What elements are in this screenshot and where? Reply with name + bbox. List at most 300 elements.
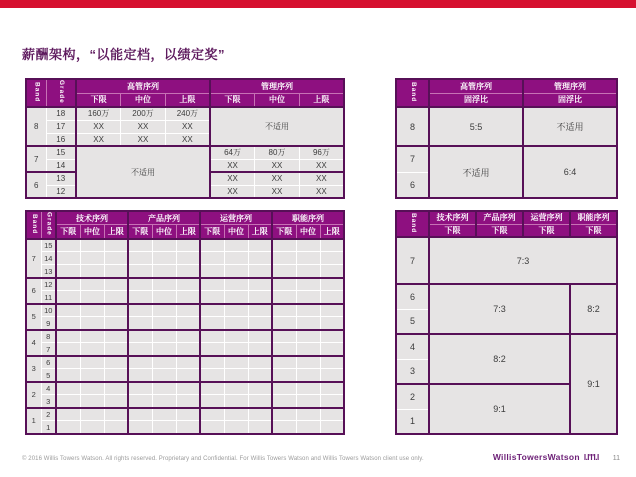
empty-cell (224, 382, 248, 395)
table-row (26, 330, 344, 343)
band-cell: 7 (26, 239, 41, 278)
empty-cell (296, 265, 320, 278)
grade-cell: 4 (41, 382, 56, 395)
column-header: 上限 (248, 225, 272, 239)
empty-cell (56, 265, 80, 278)
lower-left-subheader-row (26, 225, 344, 239)
band-cell: 1 (26, 408, 41, 434)
column-header: 下限 (200, 225, 224, 239)
ratio-cell: 8:2 (570, 284, 617, 334)
empty-cell (248, 252, 272, 265)
grade-cell: 8 (41, 330, 56, 343)
grade-cell: 16 (46, 133, 76, 146)
empty-cell (200, 317, 224, 330)
value-cell: XX (299, 159, 344, 172)
empty-cell (224, 356, 248, 369)
empty-cell (152, 382, 176, 395)
band-cell: 2 (26, 382, 41, 408)
column-header: 下限 (272, 225, 296, 239)
value-cell: XX (255, 172, 300, 185)
table-row (396, 107, 617, 146)
table-row (396, 146, 617, 172)
empty-cell (224, 291, 248, 304)
empty-cell (272, 265, 296, 278)
empty-cell (56, 395, 80, 408)
empty-cell (272, 317, 296, 330)
empty-cell (320, 356, 344, 369)
page-number: 11 (612, 455, 620, 462)
empty-cell (224, 278, 248, 291)
grade-cell: 15 (46, 146, 76, 159)
column-header: 中位 (255, 93, 300, 107)
empty-cell (56, 421, 80, 434)
empty-cell (248, 317, 272, 330)
empty-cell (176, 382, 200, 395)
grade-cell: 14 (41, 252, 56, 265)
empty-cell (200, 278, 224, 291)
grade-column-header: Grade (41, 211, 56, 239)
empty-cell (56, 252, 80, 265)
empty-cell (128, 330, 152, 343)
empty-cell (272, 291, 296, 304)
empty-cell (56, 343, 80, 356)
table-row (26, 291, 344, 304)
empty-cell (200, 304, 224, 317)
grade-cell: 12 (41, 278, 56, 291)
column-header: 下限 (429, 224, 476, 237)
mgmt-group-header: 管理序列 (210, 79, 344, 93)
empty-cell (56, 369, 80, 382)
empty-cell (152, 265, 176, 278)
empty-cell (224, 343, 248, 356)
not-applicable-cell: 不适用 (210, 107, 344, 146)
empty-cell (152, 291, 176, 304)
grade-cell: 13 (41, 265, 56, 278)
value-cell: XX (121, 120, 166, 133)
column-header: 下限 (76, 93, 121, 107)
empty-cell (176, 278, 200, 291)
empty-cell (200, 382, 224, 395)
empty-cell (272, 304, 296, 317)
tech-group-header: 技术序列 (429, 211, 476, 224)
empty-cell (296, 304, 320, 317)
empty-cell (56, 304, 80, 317)
empty-cell (200, 408, 224, 421)
table-row (26, 146, 344, 159)
empty-cell (128, 291, 152, 304)
table-row (26, 79, 344, 93)
column-header: 中位 (224, 225, 248, 239)
empty-cell (248, 265, 272, 278)
empty-cell (176, 369, 200, 382)
table-row (396, 284, 617, 309)
band-column-header: Band (396, 211, 429, 237)
band-cell: 7 (396, 237, 429, 284)
empty-cell (320, 291, 344, 304)
page-title: 薪酬架构，“以能定档，以绩定奖” (22, 47, 226, 62)
empty-cell (224, 408, 248, 421)
empty-cell (56, 408, 80, 421)
empty-cell (80, 239, 104, 252)
upper-left-salary-table (25, 78, 345, 199)
empty-cell (80, 395, 104, 408)
empty-cell (320, 330, 344, 343)
empty-cell (296, 356, 320, 369)
table-row (26, 252, 344, 265)
table-row (26, 421, 344, 434)
empty-cell (296, 252, 320, 265)
empty-cell (152, 356, 176, 369)
empty-cell (104, 278, 128, 291)
empty-cell (80, 317, 104, 330)
empty-cell (80, 265, 104, 278)
table-row (26, 356, 344, 369)
table-row (26, 278, 344, 291)
band-cell: 4 (396, 334, 429, 359)
band-cell: 6 (26, 278, 41, 304)
empty-cell (200, 395, 224, 408)
empty-cell (152, 330, 176, 343)
value-cell: XX (255, 159, 300, 172)
empty-cell (296, 408, 320, 421)
band-cell: 6 (396, 172, 429, 198)
function-group-header: 职能序列 (272, 211, 344, 225)
empty-cell (296, 369, 320, 382)
band-cell: 5 (26, 304, 41, 330)
top-accent-bar (0, 0, 636, 8)
empty-cell (104, 395, 128, 408)
empty-cell (104, 369, 128, 382)
table-row (396, 211, 617, 224)
empty-cell (56, 330, 80, 343)
empty-cell (272, 408, 296, 421)
empty-cell (248, 356, 272, 369)
table-row (396, 224, 617, 237)
empty-cell (320, 252, 344, 265)
value-cell: 200万 (121, 107, 166, 120)
empty-cell (224, 304, 248, 317)
band-cell: 6 (26, 172, 46, 198)
band-cell: 6 (396, 284, 429, 309)
grade-cell: 15 (41, 239, 56, 252)
empty-cell (296, 278, 320, 291)
empty-cell (272, 382, 296, 395)
empty-cell (152, 239, 176, 252)
ratio-cell: 7:3 (429, 237, 617, 284)
ratio-cell: 9:1 (429, 384, 570, 434)
value-cell: 80万 (255, 146, 300, 159)
empty-cell (80, 304, 104, 317)
value-cell: 96万 (299, 146, 344, 159)
empty-cell (104, 252, 128, 265)
wtw-logo-text: WillisTowersWatson (492, 452, 580, 462)
band-column-header: Band (26, 79, 46, 107)
empty-cell (200, 343, 224, 356)
empty-cell (104, 382, 128, 395)
operations-group-header: 运营序列 (200, 211, 272, 225)
mgmt-group-header: 管理序列 (523, 79, 617, 93)
empty-cell (128, 317, 152, 330)
ratio-cell: 5:5 (429, 107, 523, 146)
empty-cell (320, 265, 344, 278)
value-cell: XX (299, 185, 344, 198)
value-cell: 240万 (165, 107, 210, 120)
empty-cell (80, 356, 104, 369)
band-cell: 2 (396, 384, 429, 409)
empty-cell (152, 304, 176, 317)
empty-cell (176, 330, 200, 343)
grade-cell: 7 (41, 343, 56, 356)
empty-cell (248, 382, 272, 395)
empty-cell (56, 382, 80, 395)
value-cell: XX (210, 185, 255, 198)
band-column-header: Band (26, 211, 41, 239)
exec-group-header: 高管序列 (429, 79, 523, 93)
empty-cell (128, 369, 152, 382)
footer-brand (493, 452, 620, 462)
tech-group-header: 技术序列 (56, 211, 128, 225)
empty-cell (248, 395, 272, 408)
empty-cell (80, 408, 104, 421)
empty-cell (104, 343, 128, 356)
empty-cell (248, 330, 272, 343)
not-applicable-cell: 不适用 (76, 146, 210, 198)
empty-cell (224, 369, 248, 382)
empty-cell (320, 382, 344, 395)
column-header: 上限 (320, 225, 344, 239)
empty-cell (248, 291, 272, 304)
grade-cell: 18 (46, 107, 76, 120)
grade-column-header: Grade (46, 79, 76, 107)
value-cell: XX (165, 133, 210, 146)
empty-cell (272, 356, 296, 369)
table-row (26, 304, 344, 317)
empty-cell (128, 252, 152, 265)
lower-left-grid-table (25, 210, 345, 435)
empty-cell (248, 304, 272, 317)
lower-left-body (26, 239, 344, 434)
empty-cell (80, 382, 104, 395)
band-cell: 4 (26, 330, 41, 356)
grade-cell: 1 (41, 421, 56, 434)
column-header: 固浮比 (429, 93, 523, 107)
empty-cell (152, 252, 176, 265)
empty-cell (104, 265, 128, 278)
not-applicable-cell: 不适用 (429, 146, 523, 198)
empty-cell (248, 343, 272, 356)
grade-cell: 10 (41, 304, 56, 317)
table-row (26, 408, 344, 421)
column-header: 下限 (570, 224, 617, 237)
column-header: 下限 (476, 224, 523, 237)
column-header: 固浮比 (523, 93, 617, 107)
empty-cell (176, 395, 200, 408)
empty-cell (80, 343, 104, 356)
empty-cell (224, 265, 248, 278)
exec-group-header: 高管序列 (76, 79, 210, 93)
column-header: 下限 (56, 225, 80, 239)
empty-cell (128, 304, 152, 317)
band-cell: 1 (396, 409, 429, 434)
band-cell: 8 (396, 107, 429, 146)
value-cell: XX (299, 172, 344, 185)
empty-cell (296, 291, 320, 304)
empty-cell (200, 291, 224, 304)
empty-cell (128, 265, 152, 278)
product-group-header: 产品序列 (128, 211, 200, 225)
column-header: 中位 (152, 225, 176, 239)
empty-cell (128, 395, 152, 408)
empty-cell (104, 356, 128, 369)
table-row (26, 239, 344, 252)
empty-cell (128, 356, 152, 369)
empty-cell (248, 421, 272, 434)
empty-cell (152, 395, 176, 408)
column-header: 上限 (104, 225, 128, 239)
empty-cell (56, 239, 80, 252)
table-row (396, 334, 617, 359)
empty-cell (104, 408, 128, 421)
empty-cell (272, 395, 296, 408)
value-cell: XX (76, 120, 121, 133)
empty-cell (176, 356, 200, 369)
empty-cell (104, 304, 128, 317)
grade-cell: 9 (41, 317, 56, 330)
empty-cell (272, 343, 296, 356)
empty-cell (56, 317, 80, 330)
empty-cell (248, 239, 272, 252)
column-header: 中位 (80, 225, 104, 239)
column-header: 中位 (296, 225, 320, 239)
table-row (26, 107, 344, 120)
empty-cell (128, 408, 152, 421)
empty-cell (296, 330, 320, 343)
empty-cell (320, 317, 344, 330)
empty-cell (176, 304, 200, 317)
empty-cell (152, 421, 176, 434)
value-cell: XX (255, 185, 300, 198)
column-header: 下限 (523, 224, 570, 237)
function-group-header: 职能序列 (570, 211, 617, 224)
value-cell: XX (165, 120, 210, 133)
empty-cell (296, 395, 320, 408)
band-cell: 3 (26, 356, 41, 382)
table-row (26, 382, 344, 395)
empty-cell (272, 369, 296, 382)
ratio-cell: 9:1 (570, 334, 617, 434)
empty-cell (176, 343, 200, 356)
grade-cell: 14 (46, 159, 76, 172)
empty-cell (200, 330, 224, 343)
empty-cell (56, 356, 80, 369)
empty-cell (80, 369, 104, 382)
value-cell: XX (210, 159, 255, 172)
grade-cell: 3 (41, 395, 56, 408)
empty-cell (104, 239, 128, 252)
empty-cell (200, 421, 224, 434)
grade-cell: 5 (41, 369, 56, 382)
empty-cell (224, 239, 248, 252)
band-cell: 3 (396, 359, 429, 384)
empty-cell (272, 252, 296, 265)
empty-cell (104, 421, 128, 434)
empty-cell (56, 291, 80, 304)
empty-cell (80, 291, 104, 304)
empty-cell (152, 343, 176, 356)
grade-cell: 12 (46, 185, 76, 198)
empty-cell (296, 343, 320, 356)
empty-cell (200, 239, 224, 252)
empty-cell (320, 408, 344, 421)
empty-cell (320, 421, 344, 434)
table-row (26, 369, 344, 382)
value-cell: 160万 (76, 107, 121, 120)
empty-cell (320, 369, 344, 382)
empty-cell (320, 278, 344, 291)
empty-cell (296, 239, 320, 252)
empty-cell (248, 408, 272, 421)
operations-group-header: 运营序列 (523, 211, 570, 224)
table-row (26, 265, 344, 278)
column-header: 中位 (121, 93, 166, 107)
empty-cell (80, 330, 104, 343)
ratio-cell: 6:4 (523, 146, 617, 198)
empty-cell (128, 421, 152, 434)
ratio-cell: 8:2 (429, 334, 570, 384)
empty-cell (224, 317, 248, 330)
band-cell: 8 (26, 107, 46, 146)
empty-cell (272, 239, 296, 252)
empty-cell (296, 382, 320, 395)
value-cell: 64万 (210, 146, 255, 159)
table-row (26, 395, 344, 408)
product-group-header: 产品序列 (476, 211, 523, 224)
grade-cell: 6 (41, 356, 56, 369)
grade-cell: 17 (46, 120, 76, 133)
empty-cell (176, 421, 200, 434)
empty-cell (128, 239, 152, 252)
not-applicable-cell: 不适用 (523, 107, 617, 146)
empty-cell (200, 369, 224, 382)
empty-cell (128, 343, 152, 356)
empty-cell (200, 252, 224, 265)
empty-cell (176, 291, 200, 304)
empty-cell (128, 278, 152, 291)
empty-cell (104, 291, 128, 304)
column-header: 下限 (210, 93, 255, 107)
empty-cell (104, 330, 128, 343)
grade-cell: 2 (41, 408, 56, 421)
table-row (26, 343, 344, 356)
empty-cell (272, 278, 296, 291)
empty-cell (272, 421, 296, 434)
lower-right-ratio-table (395, 210, 618, 435)
band-cell: 7 (396, 146, 429, 172)
column-header: 上限 (176, 225, 200, 239)
empty-cell (80, 421, 104, 434)
column-header: 下限 (128, 225, 152, 239)
empty-cell (80, 278, 104, 291)
band-column-header: Band (396, 79, 429, 107)
empty-cell (224, 421, 248, 434)
empty-cell (104, 317, 128, 330)
empty-cell (320, 239, 344, 252)
empty-cell (248, 278, 272, 291)
band-cell: 7 (26, 146, 46, 172)
empty-cell (200, 265, 224, 278)
grade-cell: 11 (41, 291, 56, 304)
band-cell: 5 (396, 309, 429, 334)
